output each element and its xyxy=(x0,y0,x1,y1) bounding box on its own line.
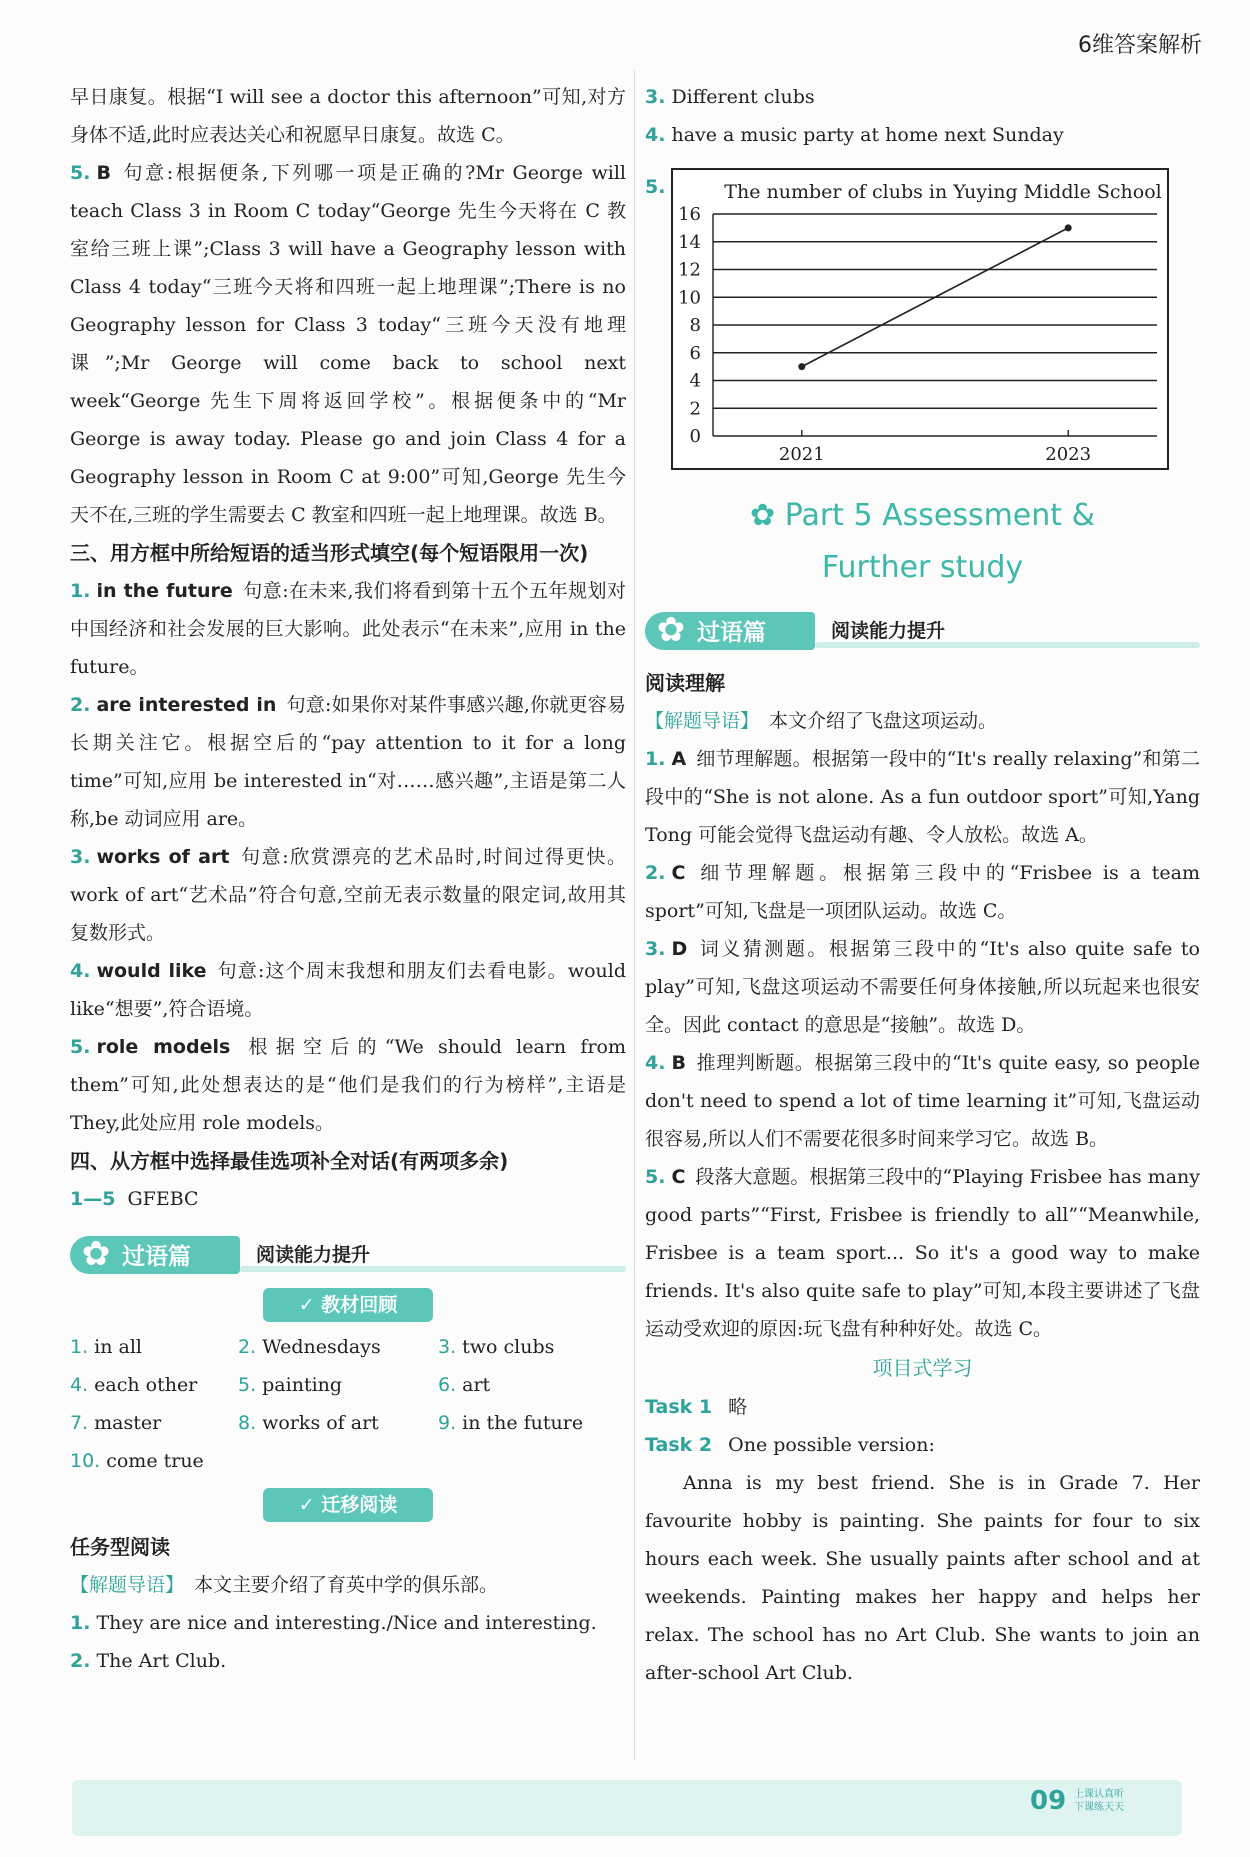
y-tick-label: 12 xyxy=(678,259,701,281)
y-tick-label: 16 xyxy=(678,204,701,225)
data-point xyxy=(798,363,805,370)
chart-svg xyxy=(673,170,1167,468)
item-number: 5. xyxy=(70,1036,91,1058)
answer-item xyxy=(645,930,1200,1044)
explanation: 根据空后的“We should learn from them”可知,此处想表达的是“他们是我们的行为榜样”,主语是 They,此处应用 role models。 xyxy=(70,1036,626,1134)
task-line xyxy=(645,1426,1200,1464)
item-number: 5. xyxy=(238,1374,257,1396)
section-banner xyxy=(645,608,1200,654)
item-number: 5. xyxy=(70,162,91,184)
review-item xyxy=(70,1442,238,1480)
answer-text: art xyxy=(462,1374,491,1396)
explanation: 细节理解题。根据第一段中的“It's really relaxing”和第二段中的“She is not alone. As a fun outdoor sport”可知,Yang Tong 可能会觉得飞盘运动有趣、令人放松。故选 A。 xyxy=(645,748,1200,846)
left-column xyxy=(70,78,626,1680)
answer-item xyxy=(645,740,1200,854)
explanation: 句意:根据便条,下列哪一项是正确的?Mr George will teach Class 3 in Room C today“George 先生今天将在 C 教室给三班上课”;Class 3 will have a Geography lesson with Class 4 today“三班今天将和四班一起上地理课”;There is no Geography lesson for Class 3 today“三班今天没有地理课”;Mr George will come back to school next week“George 先生下周将返回学校”。根据便条中的“Mr George is away today. Please go and join Class 4 for a Geography lesson in Room C at 9:00”可知,George 先生今天不在,三班的学生需要去 C 教室和四班一起上地理课。故选 B。 xyxy=(70,162,626,526)
guide-label: 【解题导语】 xyxy=(645,710,760,732)
column-divider xyxy=(634,70,635,1760)
star-mascot-icon: ✿ xyxy=(81,1234,111,1274)
banner-title: 过语篇 xyxy=(697,620,766,646)
explanation: 推理判断题。根据第三段中的“It's quite easy, so people don't need to spend a lot of time learning it”可知,飞盘运动很容易,所以人们不需要花很多时间来学习它。故选 B。 xyxy=(645,1052,1200,1150)
answer-key: B xyxy=(96,162,111,184)
banner-title: 过语篇 xyxy=(122,1244,191,1270)
answer-text: in all xyxy=(94,1336,142,1358)
answer-item xyxy=(70,686,626,838)
item-number: 3. xyxy=(645,938,666,960)
review-item xyxy=(238,1328,438,1366)
explanation: 词义猜测题。根据第三段中的“It's also quite safe to play”可知,飞盘这项运动不需要任何身体接触,所以玩起来也很安全。因此 contact 的意思是“接触”。故选 D。 xyxy=(645,938,1200,1036)
guide-text: 本文主要介绍了育英中学的俱乐部。 xyxy=(194,1574,499,1596)
item-number: 9. xyxy=(438,1412,457,1434)
review-item xyxy=(70,1366,238,1404)
banner-subtitle: 阅读能力提升 xyxy=(831,620,946,642)
header-title: 6维答案解析 xyxy=(1078,33,1202,58)
answer-item xyxy=(645,1158,1200,1348)
section-heading: 任务型阅读 xyxy=(70,1535,170,1559)
answer-item xyxy=(70,838,626,952)
star-mascot-icon: ✿ xyxy=(656,610,686,650)
item-number: 2. xyxy=(70,1650,91,1672)
answer-text: painting xyxy=(262,1374,343,1396)
explanation: 句意:这个周末我想和朋友们去看电影。would like“想要”,符合语境。 xyxy=(70,960,626,1020)
task-text: One possible version: xyxy=(728,1434,935,1456)
answer-text: works of art xyxy=(262,1412,379,1434)
footer-motto xyxy=(1074,1788,1124,1814)
answer-text: The Art Club. xyxy=(96,1650,227,1672)
answer-key: C xyxy=(671,862,686,884)
item-number: 3. xyxy=(438,1336,457,1358)
answer-key: D xyxy=(671,938,688,960)
tag-label: 教材回顾 xyxy=(321,1294,398,1316)
review-item xyxy=(70,1404,238,1442)
section-heading: 四、从方框中选择最佳选项补全对话(有两项多余) xyxy=(70,1149,509,1173)
item-number: 5. xyxy=(645,176,666,198)
answer-item xyxy=(645,1044,1200,1158)
answer-text: have a music party at home next Sunday xyxy=(671,124,1064,146)
data-point xyxy=(1065,224,1072,231)
tag-review xyxy=(263,1288,433,1322)
answer-key: GFEBC xyxy=(127,1188,199,1210)
item-number: 4. xyxy=(70,960,91,982)
part-title xyxy=(645,490,1200,542)
y-tick-label: 6 xyxy=(689,342,701,364)
task-label: Task 2 xyxy=(645,1434,713,1456)
item-number: 2. xyxy=(70,694,91,716)
x-tick-label: 2021 xyxy=(778,444,825,465)
item-number: 1. xyxy=(70,1336,89,1358)
answer-item xyxy=(645,854,1200,930)
paragraph: 早日康复。根据“I will see a doctor this afternoon”可知,对方身体不适,此时应表达关心和祝愿早日康复。故选 C。 xyxy=(70,86,626,146)
guide-text: 本文介绍了飞盘这项运动。 xyxy=(769,710,998,732)
item-number: 5. xyxy=(645,1166,666,1188)
answer-key: would like xyxy=(96,960,207,982)
review-item xyxy=(70,1328,238,1366)
item-number: 1. xyxy=(70,580,91,602)
explanation: 段落大意题。根据第三段中的“Playing Frisbee has many good parts”“First, Frisbee is friendly to all”“Meanwhile, Frisbee is a team sport... So it's a good way to make friends. It's also quite safe to play”可知,本段主要讲述了飞盘运动受欢迎的原因:玩飞盘有种种好处。故选 C。 xyxy=(645,1166,1201,1340)
tag-label: 迁移阅读 xyxy=(321,1494,398,1516)
explanation: 句意:如果你对某件事感兴趣,你就更容易长期关注它。根据空后的“pay attention to it for a long time”可知,应用 be interested in“对……感兴趣”,主语是第二人称,be 动词应用 are。 xyxy=(70,694,626,830)
section-heading: 三、用方框中所给短语的适当形式填空(每个短语限用一次) xyxy=(70,541,589,565)
review-item xyxy=(438,1328,628,1366)
y-tick-label: 8 xyxy=(689,315,701,336)
section-banner xyxy=(70,1232,626,1278)
star-mascot-icon: ✿ xyxy=(750,498,785,533)
check-icon: ✓ xyxy=(298,1294,322,1316)
line-chart xyxy=(671,168,1169,470)
right-column xyxy=(645,78,1200,1692)
item-number: 4. xyxy=(645,1052,666,1074)
task-label: Task 1 xyxy=(645,1396,713,1418)
item-number: 7. xyxy=(70,1412,89,1434)
answer-item xyxy=(645,116,1200,154)
review-answers xyxy=(70,1328,626,1480)
answer-text: two clubs xyxy=(462,1336,555,1358)
y-tick-label: 0 xyxy=(689,426,701,447)
explanation: 句意:在未来,我们将看到第十五个五年规划对中国经济和社会发展的巨大影响。此处表示“在未来”,应用 in the future。 xyxy=(70,580,626,678)
task-text: 略 xyxy=(728,1396,748,1418)
item-number: 3. xyxy=(645,86,666,108)
task-line xyxy=(645,1388,1200,1426)
y-tick-label: 4 xyxy=(689,370,701,392)
answer-key: are interested in xyxy=(96,694,277,716)
project-heading: 项目式学习 xyxy=(872,1356,973,1380)
answer-key: in the future xyxy=(96,580,233,602)
item-number: 10. xyxy=(70,1450,101,1472)
answer-item xyxy=(70,1604,626,1642)
item-number: 4. xyxy=(645,124,666,146)
guide-line xyxy=(645,702,1200,740)
item-number: 1. xyxy=(70,1612,91,1634)
section-heading: 阅读理解 xyxy=(645,671,725,695)
answer-key: A xyxy=(671,748,687,770)
item-number: 3. xyxy=(70,846,91,868)
chart-answer xyxy=(645,168,1200,470)
review-item xyxy=(238,1366,438,1404)
answer-item xyxy=(70,154,626,534)
motto-line: 上课认真听 xyxy=(1074,1789,1124,1800)
page-number: 09 xyxy=(1030,1786,1067,1816)
review-item xyxy=(238,1404,438,1442)
y-tick-label: 10 xyxy=(678,287,701,309)
x-tick-label: 2023 xyxy=(1045,444,1092,465)
answer-item xyxy=(70,1642,626,1680)
check-icon: ✓ xyxy=(298,1494,322,1516)
guide-label: 【解题导语】 xyxy=(70,1574,185,1596)
banner-subtitle: 阅读能力提升 xyxy=(256,1244,371,1266)
item-number: 6. xyxy=(438,1374,457,1396)
answer-key: C xyxy=(671,1166,686,1188)
review-item xyxy=(438,1366,628,1404)
item-number: 1. xyxy=(645,748,666,770)
answer-item xyxy=(645,78,1200,116)
answer-text: Wednesdays xyxy=(262,1336,381,1358)
answer-text: come true xyxy=(106,1450,204,1472)
answer-key: works of art xyxy=(96,846,230,868)
answer-text: master xyxy=(94,1412,162,1434)
answer-item xyxy=(70,1180,626,1218)
item-number: 2. xyxy=(645,862,666,884)
motto-line: 下课练天天 xyxy=(1074,1802,1124,1813)
answer-text: They are nice and interesting./Nice and interesting. xyxy=(96,1612,597,1634)
review-item xyxy=(438,1404,628,1442)
item-number: 1—5 xyxy=(70,1188,116,1210)
explanation: 句意:欣赏漂亮的艺术品时,时间过得更快。work of art“艺术品”符合句意,空前无表示数量的限定词,故用其复数形式。 xyxy=(70,846,626,944)
answer-key: role models xyxy=(96,1036,231,1058)
tag-transfer xyxy=(263,1488,433,1522)
answer-text: Different clubs xyxy=(671,86,815,108)
answer-text: in the future xyxy=(462,1412,584,1434)
answer-item xyxy=(70,952,626,1028)
y-tick-label: 2 xyxy=(689,398,701,420)
answer-text: each other xyxy=(94,1374,198,1396)
answer-key: B xyxy=(671,1052,686,1074)
answer-item xyxy=(70,1028,626,1142)
item-number: 2. xyxy=(238,1336,257,1358)
chart-title: The number of clubs in Yuying Middle School xyxy=(724,181,1162,203)
answer-item xyxy=(70,572,626,686)
explanation: 细节理解题。根据第三段中的“Frisbee is a team sport”可知,飞盘是一项团队运动。故选 C。 xyxy=(645,862,1200,922)
guide-line xyxy=(70,1566,626,1604)
part-title-line2: Further study xyxy=(821,550,1024,585)
item-number: 8. xyxy=(238,1412,257,1434)
item-number: 4. xyxy=(70,1374,89,1396)
part-title-text: Part 5 Assessment & xyxy=(784,498,1095,533)
y-tick-label: 14 xyxy=(678,231,701,253)
footer-band xyxy=(72,1780,1182,1836)
sample-essay: Anna is my best friend. She is in Grade 7. Her favourite hobby is painting. She paints for four to six hours each week. She usually paints after school and at weekends. Painting makes her happy and helps her relax. The school has no Art Club. She wants to join an after-school Art Club. xyxy=(645,1472,1200,1684)
part-heading xyxy=(645,490,1200,594)
